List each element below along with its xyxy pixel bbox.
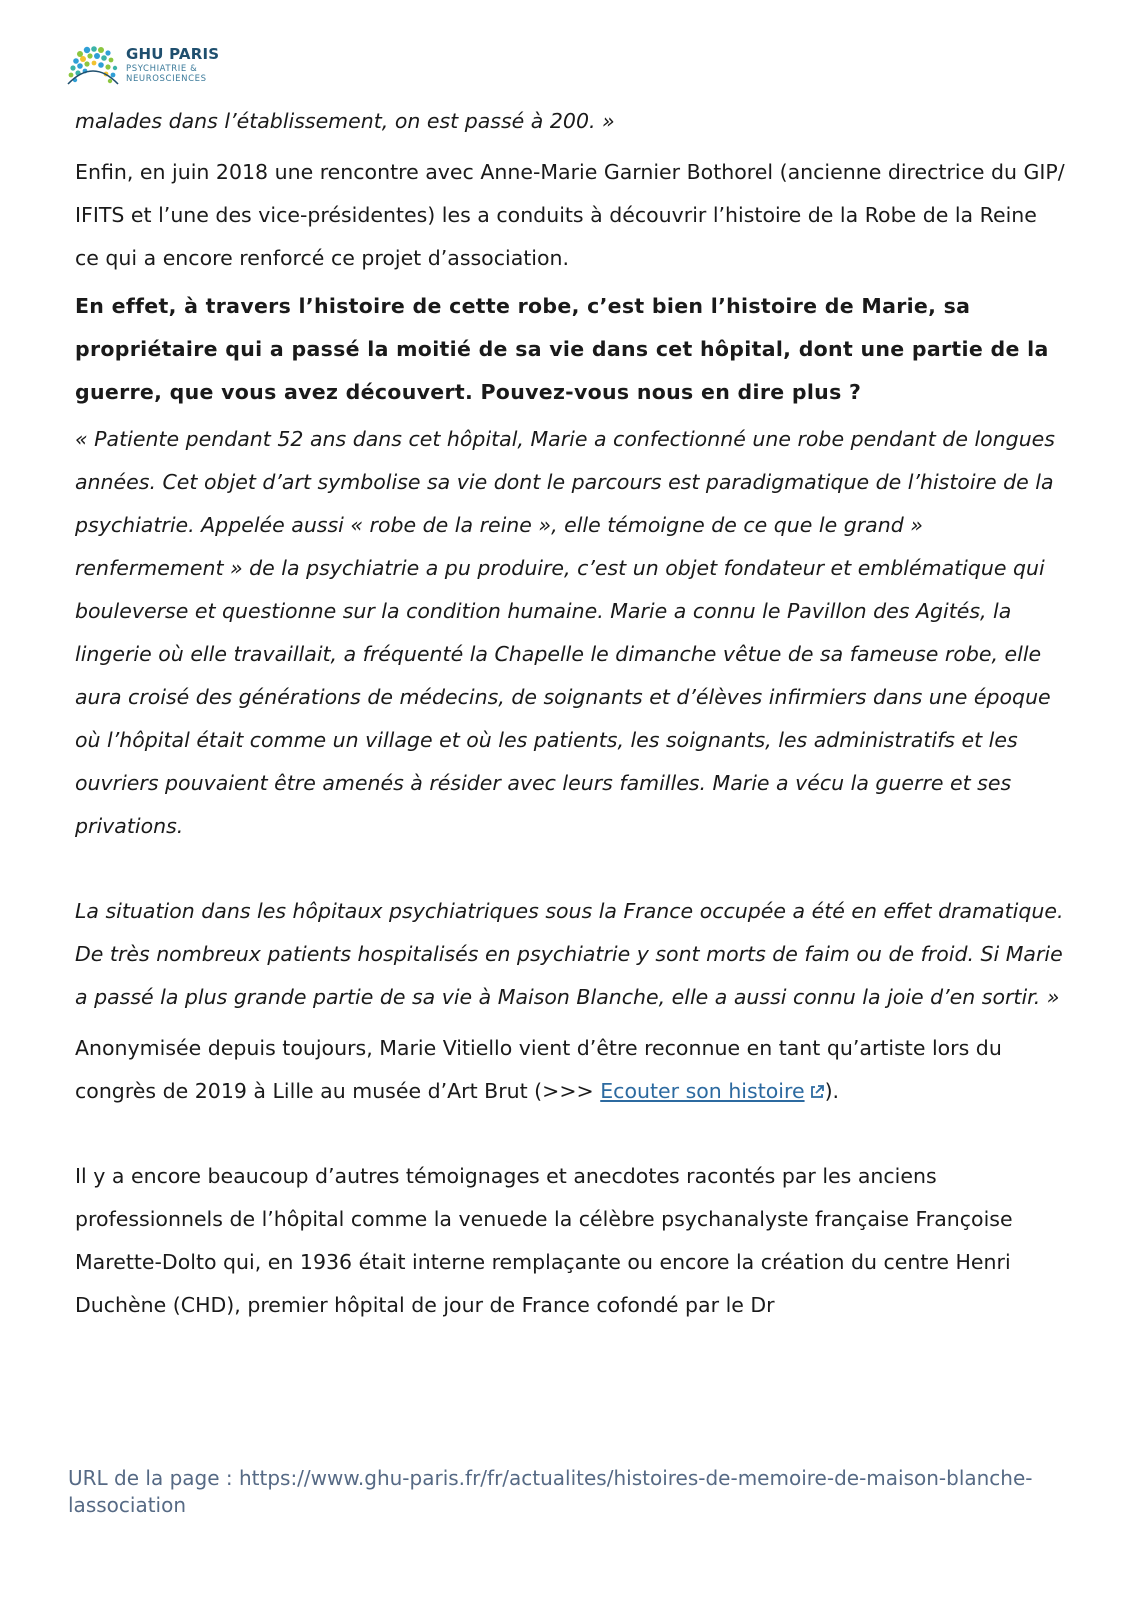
paragraph-meeting: Enfin, en juin 2018 une rencontre avec Anne-Marie Garnier Bothorel (ancienne directrice du GIP/ IFITS et l’une des vice-présidentes) les a conduits à découvrir l’histoire de la Robe de la Reine ce qui a encore renforcé ce projet d’association. (75, 160, 1065, 270)
external-link-icon (809, 1084, 825, 1100)
logo-text (126, 47, 219, 83)
logo-subtitle-line2: NEUROSCIENCES (126, 73, 207, 84)
paragraph-quote-end: malades dans l’établissement, on est passé à 200. » (75, 109, 615, 133)
page-url-footer: URL de la page : https://www.ghu-paris.fr/fr/actualites/histoires-de-memoire-de-maison-blanche-lassociation (68, 1466, 1033, 1517)
paragraph-recognition (75, 1027, 1065, 1113)
recognition-text-end: ). (824, 1079, 840, 1103)
article-body (75, 100, 1065, 1327)
recognition-text: Anonymisée depuis toujours, Marie Vitiello vient d’être reconnue en tant qu’artiste lors du congrès de 2019 à Lille au musée d’Art Brut (>>> (75, 1036, 1002, 1103)
listen-story-link[interactable] (600, 1079, 824, 1103)
ghu-paris-logo (66, 44, 219, 86)
interview-question: En effet, à travers l’histoire de cette robe, c’est bien l’histoire de Marie, sa propriétaire qui a passé la moitié de sa vie dans cet hôpital, dont une partie de la guerre, que vous avez découvert. Pouvez-vous nous en dire plus ? (75, 294, 1049, 404)
paragraph-testimonies: Il y a encore beaucoup d’autres témoignages et anecdotes racontés par les anciens professionnels de l’hôpital comme la venuede la célèbre psychanalyste française Françoise Marette-Dolto qui, en 1936 était interne remplaçante ou encore la création du centre Henri Duchène (CHD), premier hôpital de jour de France cofondé par le Dr (75, 1164, 1013, 1317)
logo-subtitle-line1: PSYCHIATRIE & (126, 64, 198, 74)
logo-dots-icon (66, 44, 120, 86)
listen-story-link-label: Ecouter son histoire (600, 1079, 805, 1103)
answer-paragraph-2: La situation dans les hôpitaux psychiatriques sous la France occupée a été en effet dramatique. De très nombreux patients hospitalisés en psychiatrie y sont morts de faim ou de froid. Si Marie a passé la plus grande partie de sa vie à Maison Blanche, elle a aussi connu la joie d’en sortir. » (75, 899, 1064, 1009)
logo-name: GHU PARIS (126, 45, 220, 63)
answer-paragraph-1: « Patiente pendant 52 ans dans cet hôpital, Marie a confectionné une robe pendant de longues années. Cet objet d’art symbolise sa vie dont le parcours est paradigmatique de l’histoire de la psychiatrie. Appelée aussi « robe de la reine », elle témoigne de ce que le grand » renfermement » de la psychiatrie a pu produire, c’est un objet fondateur et emblématique qui bouleverse et questionne sur la condition humaine. Marie a connu le Pavillon des Agités, la lingerie où elle travaillait, a fréquenté la Chapelle le dimanche vêtue de sa fameuse robe, elle aura croisé des générations de médecins, de soignants et d’élèves infirmiers dans une époque où l’hôpital était comme un village et où les patients, les soignants, les administratifs et les ouvriers pouvaient être amenés à résider avec leurs familles. Marie a vécu la guerre et ses privations. (75, 427, 1055, 838)
